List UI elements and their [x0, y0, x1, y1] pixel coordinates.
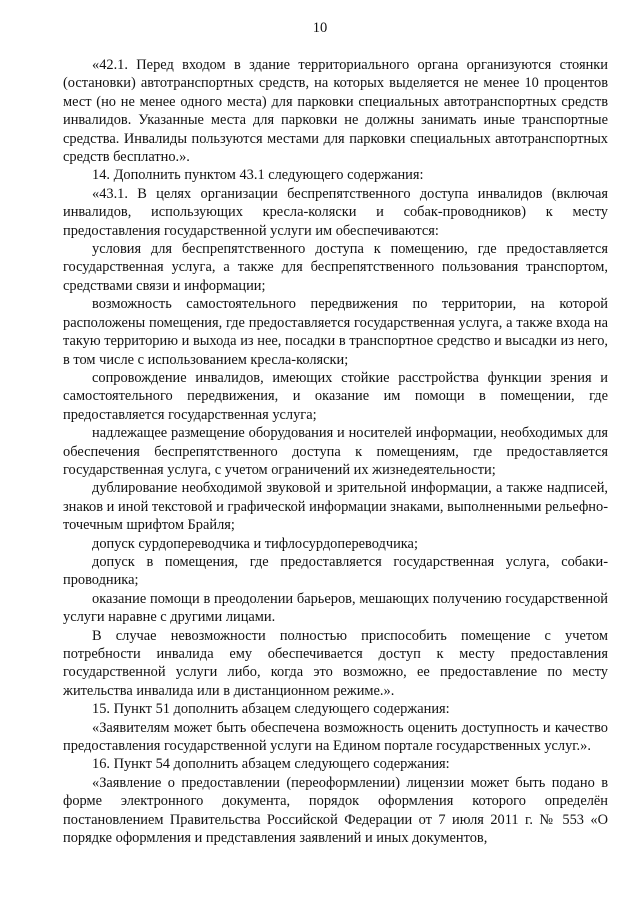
paragraph-item-16: 16. Пункт 54 дополнить абзацем следующего содержания: — [92, 756, 450, 773]
page-number: 10 — [312, 20, 328, 36]
list-item-escort: сопровождение инвалидов, имеющих стойкие расстройства функции зрения и самостоятельного передвижения, и оказание им помощи в помещении, где предоставляется государственная услуга; — [63, 369, 608, 423]
list-item-movement: возможность самостоятельного передвижения по территории, на которой расположены помещения, где предоставляется государственная услуга, а также входа на такую территорию и выхода из нее, посадки в транспортное средство и высадки из него, в том числе с использованием кресла-коляски; — [63, 296, 608, 368]
paragraph-item-14: 14. Дополнить пунктом 43.1 следующего содержания: — [92, 167, 424, 184]
document-body — [63, 56, 608, 847]
list-item-access-conditions: условия для беспрепятственного доступа к помещению, где предоставляется государственная услуга, а также для беспрепятственного пользования транспортом, средствами связи и информации; — [63, 241, 608, 294]
paragraph-portal-rating: «Заявителям может быть обеспечена возможность оценить доступность и качество предоставления государственной услуги на Едином портале государственных услуг.». — [63, 719, 608, 755]
list-item-braille: дублирование необходимой звуковой и зрительной информации, а также надписей, знаков и иной текстовой и графической информации знаками, выполненными рельефно-точечным шрифтом Брайля; — [63, 480, 608, 534]
paragraph-43-1: «43.1. В целях организации беспрепятственного доступа инвалидов (включая инвалидов, использующих кресла-коляски и собак-проводников) к месту предоставления государственной услуги им обеспечиваются: — [63, 185, 608, 239]
paragraph-42-1: «42.1. Перед входом в здание территориального органа организуются стоянки (остановки) автотранспортных средств, на которых выделяется не менее 10 процентов мест (но не менее одного места) для парковки специальных автотранспортных средств инвалидов. Указанные места для парковки не должны занимать иные транспортные средства. Инвалиды пользуются местами для парковки специальных автотранспортных средств бесплатно.». — [63, 57, 608, 166]
paragraph-item-15: 15. Пункт 51 дополнить абзацем следующего содержания: — [92, 701, 450, 718]
list-item-interpreter: допуск сурдопереводчика и тифлосурдопереводчика; — [92, 535, 418, 552]
list-item-guide-dog: допуск в помещения, где предоставляется государственная услуга, собаки-проводника; — [63, 553, 608, 589]
paragraph-electronic-application: «Заявление о предоставлении (переоформлении) лицензии может быть подано в форме электронного документа, порядок оформления которого определён постановлением Правительства Российской Федерации от 7 июля 2011 г. № 553 «О порядке оформления и представления заявлений и иных документов, — [63, 774, 608, 847]
paragraph-remote-service: В случае невозможности полностью приспособить помещение с учетом потребности инвалида ему обеспечивается доступ к месту предоставления государственной услуги либо, когда это возможно, ее предоставление по месту жительства инвалида или в дистанционном режиме.». — [63, 627, 608, 699]
list-item-barriers: оказание помощи в преодолении барьеров, мешающих получению государственной услуги наравне с другими лицами. — [63, 590, 608, 626]
list-item-equipment: надлежащее размещение оборудования и носителей информации, необходимых для обеспечения беспрепятственного доступа к помещениям, где предоставляется государственная услуга, с учетом ограничений их жизнедеятельности; — [63, 425, 608, 478]
